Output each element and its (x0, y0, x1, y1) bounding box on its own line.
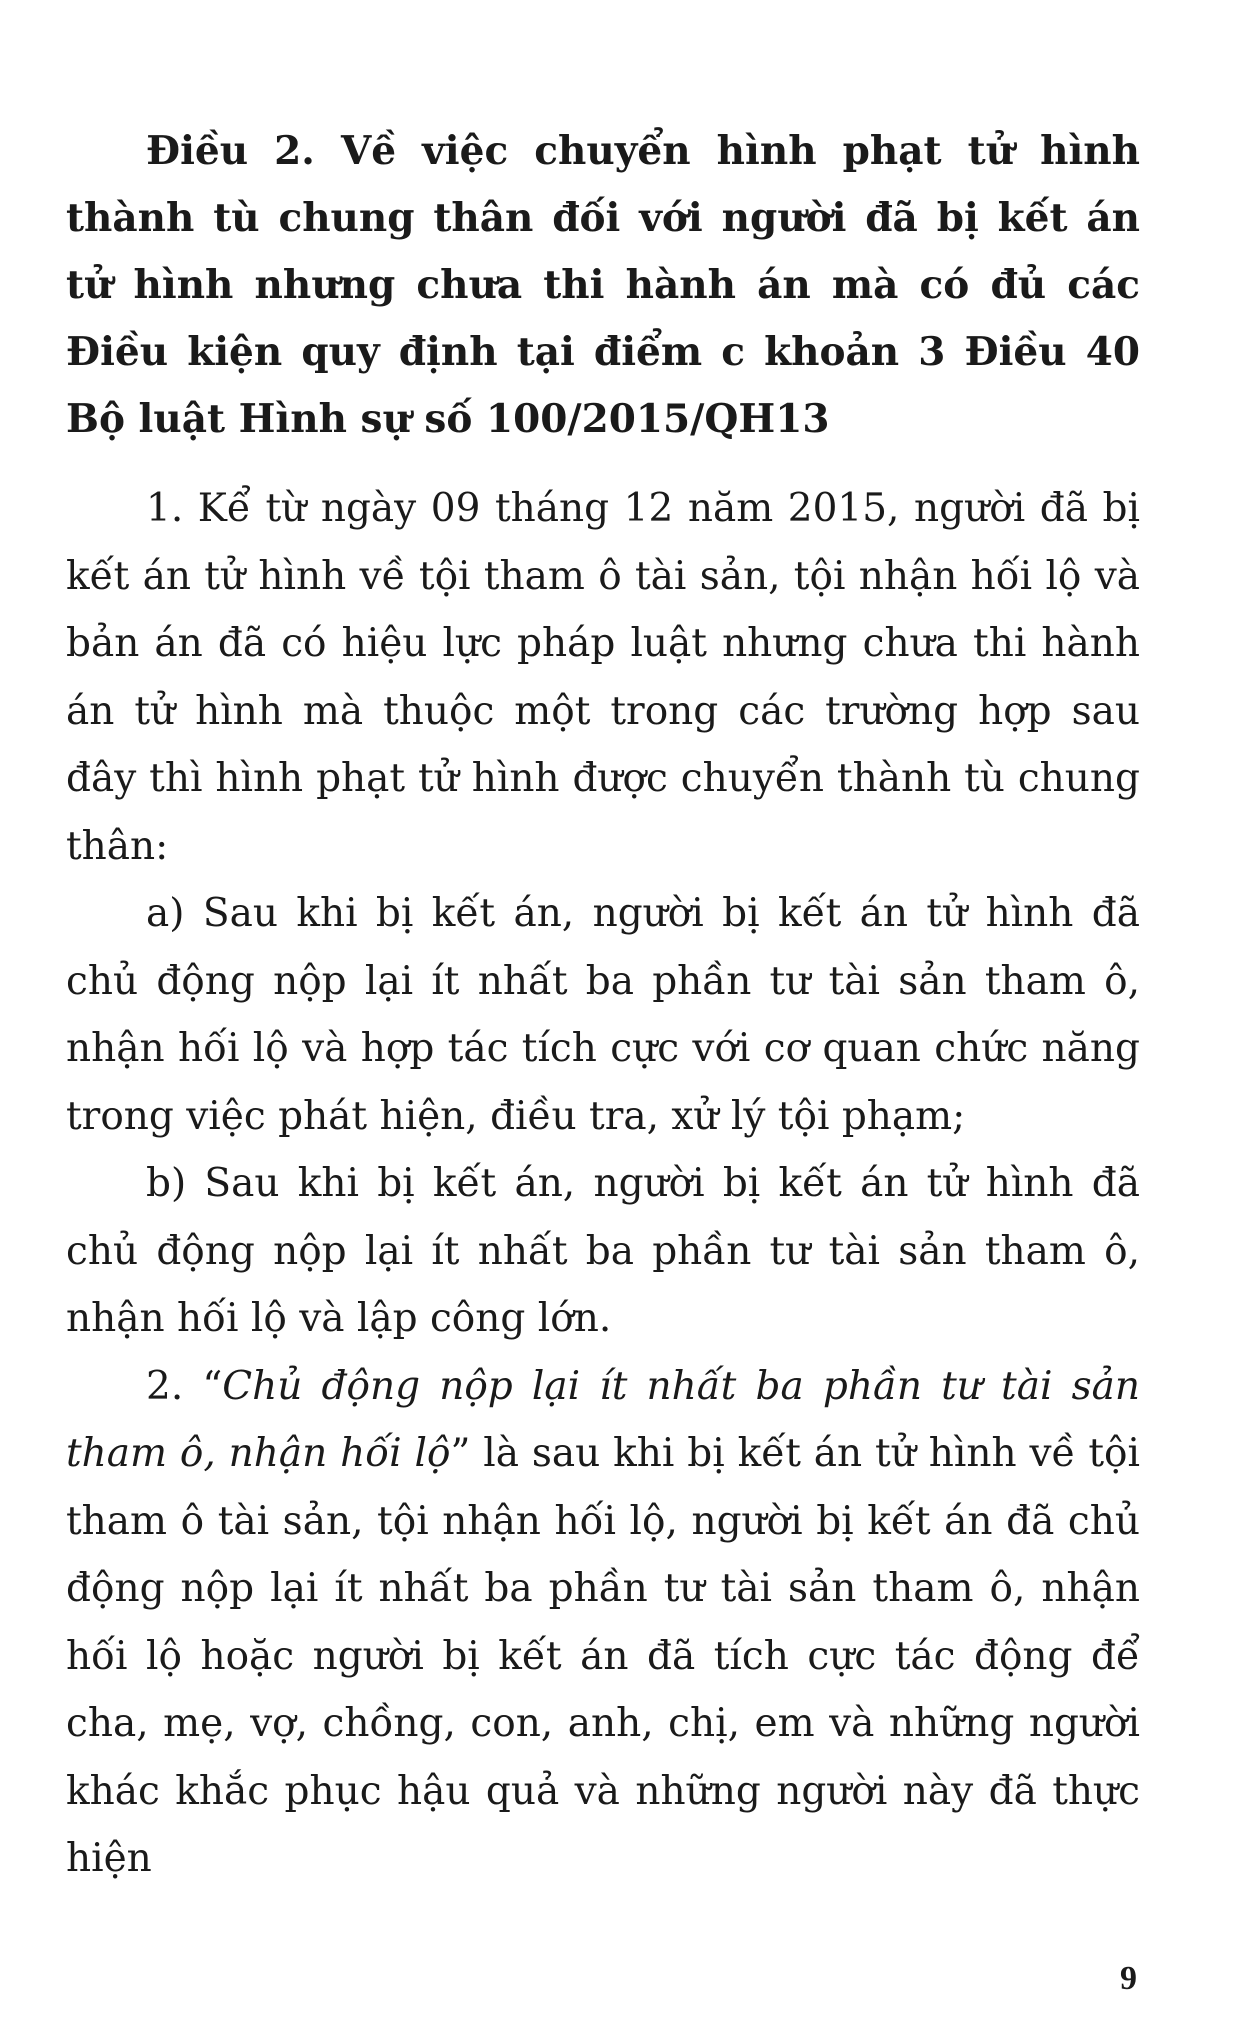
article-heading: Điều 2. Về việc chuyển hình phạt tử hình thành tù chung thân đối với người đã bị kết án tử hình nhưng chưa thi hành án mà có đủ các Điều kiện quy định tại điểm c khoản 3 Điều 40 Bộ luật Hình sự số 100/2015/QH13 (66, 128, 1140, 442)
clause-2 (66, 1353, 1140, 1893)
page-number: 9 (1120, 1960, 1137, 1997)
clause-2-number: 2. “ (146, 1363, 223, 1409)
clause-2-definition: ” là sau khi bị kết án tử hình về tội tham ô tài sản, tội nhận hối lộ, người bị kết án đã chủ động nộp lại ít nhất ba phần tư tài sản tham ô, nhận hối lộ hoặc người bị kết án đã tích cực tác động để cha, mẹ, vợ, chồng, con, anh, chị, em và những người khác khắc phục hậu quả và những người này đã thực hiện (66, 1431, 1140, 1881)
clause-2-defined-term: Chủ động nộp lại ít nhất ba phần tư tài sản tham ô, nhận hối lộ (66, 1363, 1140, 1476)
clause-1-intro: 1. Kể từ ngày 09 tháng 12 năm 2015, người đã bị kết án tử hình về tội tham ô tài sản, tội nhận hối lộ và bản án đã có hiệu lực pháp luật nhưng chưa thi hành án tử hình mà thuộc một trong các trường hợp sau đây thì hình phạt tử hình được chuyển thành tù chung thân: (66, 486, 1140, 869)
clause-1-item-b: b) Sau khi bị kết án, người bị kết án tử hình đã chủ động nộp lại ít nhất ba phần tư tài sản tham ô, nhận hối lộ và lập công lớn. (66, 1161, 1140, 1341)
document-page (66, 118, 1140, 1893)
clause-1-item-a: a) Sau khi bị kết án, người bị kết án tử hình đã chủ động nộp lại ít nhất ba phần tư tài sản tham ô, nhận hối lộ và hợp tác tích cực với cơ quan chức năng trong việc phát hiện, điều tra, xử lý tội phạm; (66, 891, 1140, 1139)
